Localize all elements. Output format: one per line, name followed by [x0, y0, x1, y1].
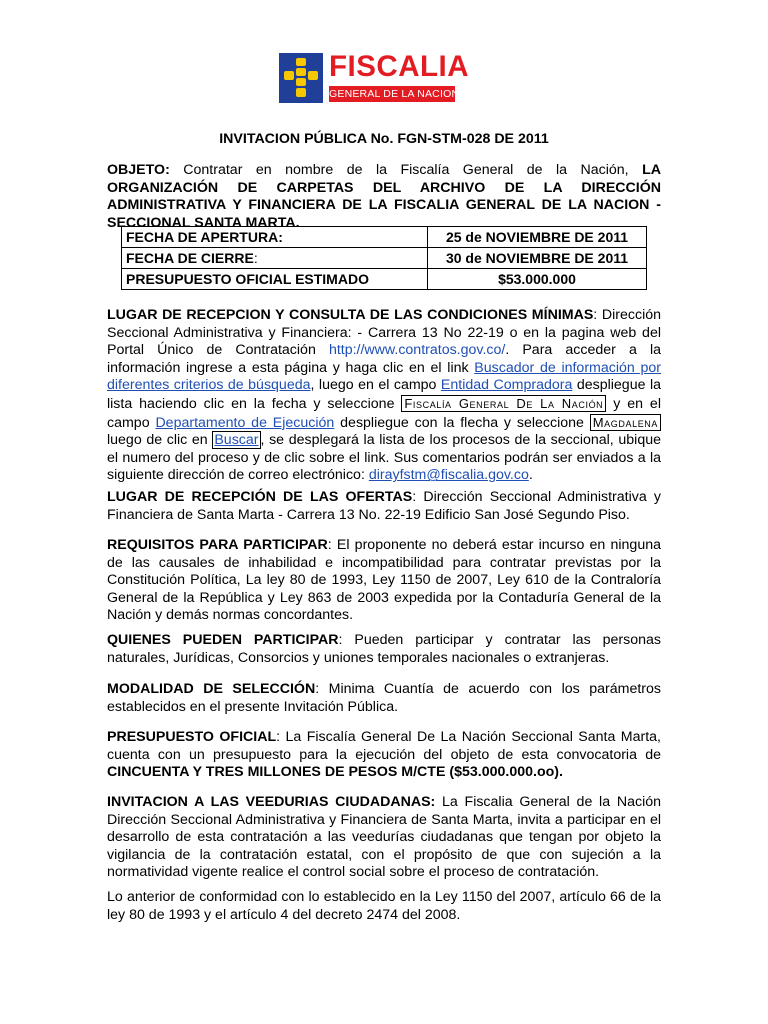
fecha-cierre-label: FECHA DE CIERRE: [126, 250, 254, 266]
modalidad-text: : Minima Cuantía de acuerdo con los parámetros establecidos en el presente Invitación Pública.: [107, 681, 661, 715]
paragraph-text: despliegue la lista haciendo clic en la fecha y seleccione: [107, 377, 661, 412]
modalidad-label: MODALIDAD DE SELECCIÓN: [107, 681, 316, 697]
quienes-label: QUIENES PUEDEN PARTICIPAR: [107, 632, 339, 648]
table-row: [122, 248, 647, 269]
objeto-bold: LA ORGANIZACIÓN DE CARPETAS DEL ARCHIVO DE LA DIRECCIÓN ADMINISTRATIVA Y FINANCIERA DE LA FISCALIA GENERAL DE LA NACION - SECCIONAL SANTA MARTA.: [107, 162, 661, 231]
paragraph-text: y en el campo: [107, 395, 661, 431]
logo-name: FISCALIA: [329, 50, 470, 83]
lugar-ofertas-label: LUGAR DE RECEPCIÓN DE LAS OFERTAS: [107, 489, 413, 505]
table-cell-value: 25 de NOVIEMBRE DE 2011: [428, 227, 647, 248]
objeto-text: Contratar en nombre de la Fiscalía General de la Nación,: [169, 162, 643, 178]
portal-url-link[interactable]: http://www.contratos.gov.co/: [328, 342, 506, 359]
fiscalia-option-box: Fiscalía General De La Nación: [401, 395, 606, 412]
modalidad-paragraph: [107, 681, 661, 716]
paragraph-text: . Para acceder a la información ingrese a esta página y haga clic en el link: [107, 342, 661, 376]
info-table: [121, 226, 647, 290]
buscador-link[interactable]: Buscador de información por diferentes criterios de búsqueda: [107, 359, 661, 394]
requisitos-paragraph: [107, 537, 661, 625]
paragraph-text: .: [528, 467, 533, 484]
paragraph-text: despliegue con la flecha y seleccione: [334, 414, 590, 431]
quienes-paragraph: [107, 632, 661, 667]
veedurias-paragraph: [107, 794, 661, 882]
objeto-paragraph: [107, 162, 661, 232]
veedurias-label: INVITACION A LAS VEEDURIAS CIUDADANAS:: [107, 794, 436, 810]
table-cell-label: [122, 248, 428, 269]
buscar-link[interactable]: Buscar: [214, 432, 259, 449]
requisitos-label: REQUISITOS PARA PARTICIPAR: [107, 537, 328, 553]
fiscalia-emblem-icon: [279, 53, 323, 103]
presupuesto-bold: CINCUENTA Y TRES MILLONES DE PESOS M/CTE ($53.000.000.oo).: [107, 764, 563, 781]
magdalena-option-box: Magdalena: [590, 414, 661, 431]
lugar-ofertas-text: : Dirección Seccional Administrativa y Financiera de Santa Marta - Carrera 13 No. 22-19 Edificio San José Segundo Piso.: [107, 489, 661, 523]
veedurias-text: La Fiscalia General de la Nación Dirección Seccional Administrativa y Financiera de Santa Marta, invita a participar en el desarrollo de esta contratación a las veedurías ciudadanas que tengan por objeto la vigilancia de la contratación estatal, con el propósito de que con sujeción a la normatividad vigente realice el control social sobre el proceso de contratación.: [107, 794, 661, 881]
lugar-consulta-label: LUGAR DE RECEPCION Y CONSULTA DE LAS CONDICIONES MÍNIMAS: [107, 307, 594, 323]
lugar-consulta-paragraph: [107, 307, 661, 485]
final-paragraph: [107, 889, 661, 924]
fiscalia-logo: [279, 50, 479, 103]
table-cell-label: PRESUPUESTO OFICIAL ESTIMADO: [122, 269, 428, 290]
presupuesto-paragraph: [107, 729, 661, 782]
paragraph-text: , luego en el campo: [310, 377, 441, 394]
table-row: [122, 227, 647, 248]
logo-subtitle: GENERAL DE LA NACION: [329, 88, 460, 100]
entidad-compradora-link[interactable]: Entidad Compradora: [440, 377, 573, 394]
document-title: INVITACION PÚBLICA No. FGN-STM-028 DE 2011: [219, 131, 549, 147]
table-cell-value: 30 de NOVIEMBRE DE 2011: [428, 248, 647, 269]
departamento-link[interactable]: Departamento de Ejecución: [155, 414, 335, 431]
requisitos-text: : El proponente no deberá estar incurso en ninguna de las causales de inhabilidad e incompatibilidad para contratar previstas por la Constitución Política, La ley 80 de 1993, Ley 1150 de 2007, Ley 610 de la Contraloría General de la República y Ley 863 de 2003 expedida por la Contaduría General de la Nación y demás normas concordantes.: [107, 537, 661, 624]
quienes-text: : Pueden participar y contratar las personas naturales, Jurídicas, Consorcios y uniones temporales nacionales o extranjeras.: [107, 632, 661, 666]
table-cell-label: FECHA DE APERTURA:: [122, 227, 428, 248]
final-text: Lo anterior de conformidad con lo establecido en la Ley 1150 del 2007, artículo 66 de la ley 80 de 1993 y el artículo 4 del decreto 2474 del 2008.: [107, 889, 661, 923]
paragraph-text: luego de clic en: [107, 432, 213, 449]
lugar-ofertas-paragraph: [107, 489, 661, 524]
fecha-cierre-colon: :: [253, 250, 258, 266]
paragraph-text: , se desplegará la lista de los procesos de la seccional, ubique el numero del proceso y de clic sobre el link. Sus comentarios podrán ser enviados a la siguiente dirección de correo electrónico:: [107, 432, 661, 484]
presupuesto-label: PRESUPUESTO OFICIAL: [107, 729, 277, 745]
table-cell-value: $53.000.000: [428, 269, 647, 290]
table-row: [122, 269, 647, 290]
paragraph-text: : Dirección Seccional Administrativa y Financiera: - Carrera 13 No 22-19 o en la pagina web del Portal Único de Contratación: [107, 307, 661, 359]
objeto-label: OBJETO:: [107, 162, 170, 178]
presupuesto-text: : La Fiscalía General De La Nación Seccional Santa Marta, cuenta con un presupuesto para la ejecución del objeto de esta convocatoria de: [107, 729, 661, 763]
email-link[interactable]: dirayfstm@fiscalia.gov.co: [368, 467, 529, 484]
